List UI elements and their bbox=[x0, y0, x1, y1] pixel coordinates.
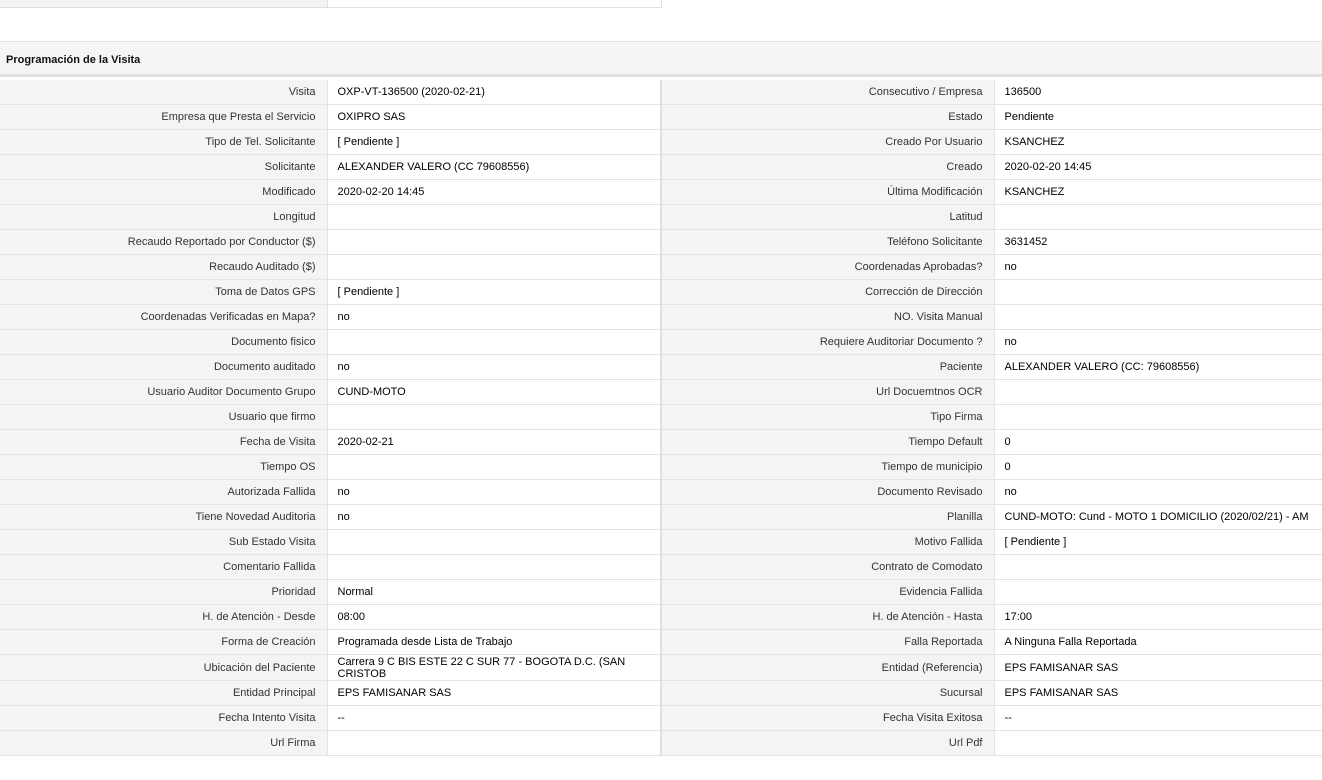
table-row bbox=[0, 130, 1322, 155]
field-label: Última Modificación bbox=[661, 180, 994, 205]
table-row bbox=[0, 105, 1322, 130]
table-row bbox=[0, 355, 1322, 380]
field-value: Pendiente bbox=[994, 105, 1322, 130]
field-value: EPS FAMISANAR SAS bbox=[327, 681, 661, 706]
field-label: Visita bbox=[0, 80, 327, 105]
field-value bbox=[994, 580, 1322, 605]
field-label: Evidencia Fallida bbox=[661, 580, 994, 605]
field-label: Url Pdf bbox=[661, 731, 994, 756]
field-value bbox=[994, 731, 1322, 756]
field-value: no bbox=[327, 355, 661, 380]
field-label: Teléfono Solicitante bbox=[661, 230, 994, 255]
field-value: 2020-02-21 bbox=[327, 430, 661, 455]
field-label: Contrato de Comodato bbox=[661, 555, 994, 580]
field-label: Consecutivo / Empresa bbox=[661, 80, 994, 105]
field-value: [ Pendiente ] bbox=[327, 130, 661, 155]
field-value bbox=[994, 280, 1322, 305]
table-row bbox=[0, 280, 1322, 305]
field-label: Entidad (Referencia) bbox=[661, 655, 994, 681]
field-label: Documento auditado bbox=[0, 355, 327, 380]
table-row bbox=[0, 330, 1322, 355]
table-row bbox=[0, 605, 1322, 630]
field-value: Normal bbox=[327, 580, 661, 605]
field-label: Solicitante bbox=[0, 155, 327, 180]
field-label: Estado bbox=[661, 105, 994, 130]
field-value: OXIPRO SAS bbox=[327, 105, 661, 130]
field-label: Fecha Visita Exitosa bbox=[661, 706, 994, 731]
table-row bbox=[0, 706, 1322, 731]
field-value: -- bbox=[327, 706, 661, 731]
field-label: Fecha Intento Visita bbox=[0, 706, 327, 731]
field-label: Falla Reportada bbox=[661, 630, 994, 655]
field-value bbox=[994, 380, 1322, 405]
field-label: Documento fisico bbox=[0, 330, 327, 355]
field-label: Tiempo Default bbox=[661, 430, 994, 455]
field-label: Url Docuemtnos OCR bbox=[661, 380, 994, 405]
field-value: Carrera 9 C BIS ESTE 22 C SUR 77 - BOGOTA D.C. (SAN CRISTOB bbox=[327, 655, 661, 681]
field-label: Ubicación del Paciente bbox=[0, 655, 327, 681]
field-label: Usuario que firmo bbox=[0, 405, 327, 430]
field-label: Comentario Fallida bbox=[0, 555, 327, 580]
table-row bbox=[0, 731, 1322, 756]
field-value: CUND-MOTO bbox=[327, 380, 661, 405]
table-row bbox=[0, 305, 1322, 330]
table-row bbox=[0, 255, 1322, 280]
field-value: no bbox=[994, 480, 1322, 505]
field-label: Prioridad bbox=[0, 580, 327, 605]
table-row bbox=[0, 530, 1322, 555]
field-value: no bbox=[327, 505, 661, 530]
field-label: Toma de Datos GPS bbox=[0, 280, 327, 305]
field-value: KSANCHEZ bbox=[994, 180, 1322, 205]
table-row bbox=[0, 555, 1322, 580]
field-value bbox=[327, 455, 661, 480]
field-label: Entidad Principal bbox=[0, 681, 327, 706]
table-row bbox=[0, 80, 1322, 105]
previous-label-cell bbox=[0, 0, 327, 8]
field-value: Programada desde Lista de Trabajo bbox=[327, 630, 661, 655]
field-label: Requiere Auditoriar Documento ? bbox=[661, 330, 994, 355]
table-row bbox=[0, 205, 1322, 230]
field-label: Creado Por Usuario bbox=[661, 130, 994, 155]
field-label: Documento Revisado bbox=[661, 480, 994, 505]
field-value: CUND-MOTO: Cund - MOTO 1 DOMICILIO (2020/02/21) - AM bbox=[994, 505, 1322, 530]
table-row bbox=[0, 430, 1322, 455]
table-row bbox=[0, 630, 1322, 655]
field-label: Modificado bbox=[0, 180, 327, 205]
field-label: Latitud bbox=[661, 205, 994, 230]
field-label: Fecha de Visita bbox=[0, 430, 327, 455]
visit-details-table bbox=[0, 80, 1322, 756]
table-row bbox=[0, 180, 1322, 205]
field-value: OXP-VT-136500 (2020-02-21) bbox=[327, 80, 661, 105]
field-value bbox=[327, 405, 661, 430]
field-value: 136500 bbox=[994, 80, 1322, 105]
field-value bbox=[994, 205, 1322, 230]
field-value bbox=[994, 405, 1322, 430]
field-label: Tiempo de municipio bbox=[661, 455, 994, 480]
field-label: Autorizada Fallida bbox=[0, 480, 327, 505]
table-row bbox=[0, 505, 1322, 530]
table-row bbox=[0, 580, 1322, 605]
field-label: Sub Estado Visita bbox=[0, 530, 327, 555]
table-row bbox=[0, 230, 1322, 255]
field-value: 08:00 bbox=[327, 605, 661, 630]
field-label: H. de Atención - Hasta bbox=[661, 605, 994, 630]
field-label: Coordenadas Verificadas en Mapa? bbox=[0, 305, 327, 330]
field-label: Tipo Firma bbox=[661, 405, 994, 430]
field-value bbox=[327, 330, 661, 355]
table-row bbox=[0, 155, 1322, 180]
field-value: KSANCHEZ bbox=[994, 130, 1322, 155]
field-value: 3631452 bbox=[994, 230, 1322, 255]
field-value bbox=[327, 255, 661, 280]
field-label: Coordenadas Aprobadas? bbox=[661, 255, 994, 280]
field-value: 2020-02-20 14:45 bbox=[327, 180, 661, 205]
table-row bbox=[0, 480, 1322, 505]
field-value: 2020-02-20 14:45 bbox=[994, 155, 1322, 180]
field-value: no bbox=[994, 330, 1322, 355]
section-title: Programación de la Visita bbox=[6, 54, 141, 66]
field-value: 0 bbox=[994, 430, 1322, 455]
field-label: NO. Visita Manual bbox=[661, 305, 994, 330]
field-label: Empresa que Presta el Servicio bbox=[0, 105, 327, 130]
field-label: Recaudo Reportado por Conductor ($) bbox=[0, 230, 327, 255]
field-label: Planilla bbox=[661, 505, 994, 530]
field-label: Longitud bbox=[0, 205, 327, 230]
table-row bbox=[0, 405, 1322, 430]
field-value: ALEXANDER VALERO (CC 79608556) bbox=[327, 155, 661, 180]
field-value: EPS FAMISANAR SAS bbox=[994, 655, 1322, 681]
table-row bbox=[0, 655, 1322, 681]
field-value bbox=[994, 555, 1322, 580]
field-value bbox=[994, 305, 1322, 330]
table-row bbox=[0, 380, 1322, 405]
field-value: 17:00 bbox=[994, 605, 1322, 630]
field-value bbox=[327, 731, 661, 756]
field-value bbox=[327, 530, 661, 555]
field-value bbox=[327, 555, 661, 580]
section-header bbox=[0, 41, 1322, 77]
field-label: Sucursal bbox=[661, 681, 994, 706]
field-value bbox=[327, 230, 661, 255]
field-value: A Ninguna Falla Reportada bbox=[994, 630, 1322, 655]
field-label: Tiempo OS bbox=[0, 455, 327, 480]
field-value bbox=[327, 205, 661, 230]
previous-section-fragment bbox=[0, 0, 661, 8]
field-label: Tiene Novedad Auditoria bbox=[0, 505, 327, 530]
field-label: Tipo de Tel. Solicitante bbox=[0, 130, 327, 155]
field-value: [ Pendiente ] bbox=[994, 530, 1322, 555]
field-value: [ Pendiente ] bbox=[327, 280, 661, 305]
field-value: 0 bbox=[994, 455, 1322, 480]
field-value: no bbox=[994, 255, 1322, 280]
field-label: Usuario Auditor Documento Grupo bbox=[0, 380, 327, 405]
field-label: Motivo Fallida bbox=[661, 530, 994, 555]
field-label: Recaudo Auditado ($) bbox=[0, 255, 327, 280]
field-value: ALEXANDER VALERO (CC: 79608556) bbox=[994, 355, 1322, 380]
field-label: Url Firma bbox=[0, 731, 327, 756]
field-label: Creado bbox=[661, 155, 994, 180]
table-row bbox=[0, 455, 1322, 480]
field-label: Forma de Creación bbox=[0, 630, 327, 655]
field-label: Paciente bbox=[661, 355, 994, 380]
field-value: EPS FAMISANAR SAS bbox=[994, 681, 1322, 706]
previous-value-cell bbox=[327, 0, 662, 8]
field-label: H. de Atención - Desde bbox=[0, 605, 327, 630]
field-value: -- bbox=[994, 706, 1322, 731]
field-label: Corrección de Dirección bbox=[661, 280, 994, 305]
field-value: no bbox=[327, 305, 661, 330]
field-value: no bbox=[327, 480, 661, 505]
table-row bbox=[0, 681, 1322, 706]
